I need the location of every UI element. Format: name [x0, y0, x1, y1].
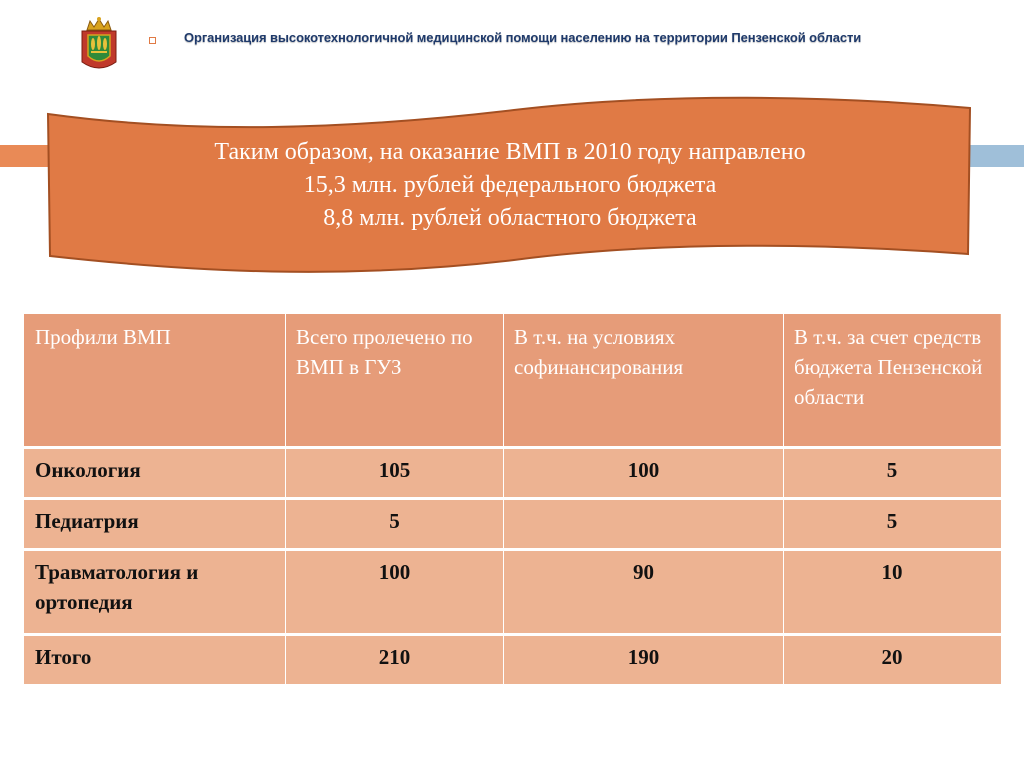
table-cell: 20 — [784, 635, 1001, 685]
table-cell: 100 — [504, 448, 784, 499]
table-cell: 190 — [504, 635, 784, 685]
table-cell: 105 — [286, 448, 504, 499]
table-cell: 5 — [286, 499, 504, 550]
summary-line-2: 15,3 млн. рублей федерального бюджета — [303, 172, 717, 198]
column-header: Профили ВМП — [25, 313, 286, 448]
bullet-icon — [149, 37, 156, 44]
row-label: Педиатрия — [25, 499, 286, 550]
summary-text — [60, 136, 960, 235]
column-header: Всего пролечено по ВМП в ГУЗ — [286, 313, 504, 448]
penza-coat-of-arms-icon — [78, 16, 120, 74]
slide-header — [0, 0, 1024, 80]
table-total-row — [25, 635, 1001, 685]
table-cell: 210 — [286, 635, 504, 685]
table-row — [25, 499, 1001, 550]
row-label: Онкология — [25, 448, 286, 499]
table-row — [25, 448, 1001, 499]
row-label: Итого — [25, 635, 286, 685]
decorative-stripe-right — [968, 145, 1024, 167]
summary-line-1: Таким образом, на оказание ВМП в 2010 году направлено — [214, 139, 806, 165]
table-cell: 10 — [784, 550, 1001, 635]
table-cell: 100 — [286, 550, 504, 635]
column-header: В т.ч. на условиях софинансирования — [504, 313, 784, 448]
table-cell: 5 — [784, 448, 1001, 499]
table-cell — [504, 499, 784, 550]
row-label: Травматология и ортопедия — [25, 550, 286, 635]
table-cell: 90 — [504, 550, 784, 635]
table-header-row — [25, 313, 1001, 448]
table-row — [25, 550, 1001, 635]
summary-line-3: 8,8 млн. рублей областного бюджета — [323, 205, 697, 231]
slide-title: Организация высокотехнологичной медицинской помощи населению на территории Пензенской области — [184, 30, 862, 45]
table-cell: 5 — [784, 499, 1001, 550]
vmp-table — [24, 311, 1001, 684]
column-header: В т.ч. за счет средств бюджета Пензенской области — [784, 313, 1001, 448]
decorative-stripe-left — [0, 145, 50, 167]
